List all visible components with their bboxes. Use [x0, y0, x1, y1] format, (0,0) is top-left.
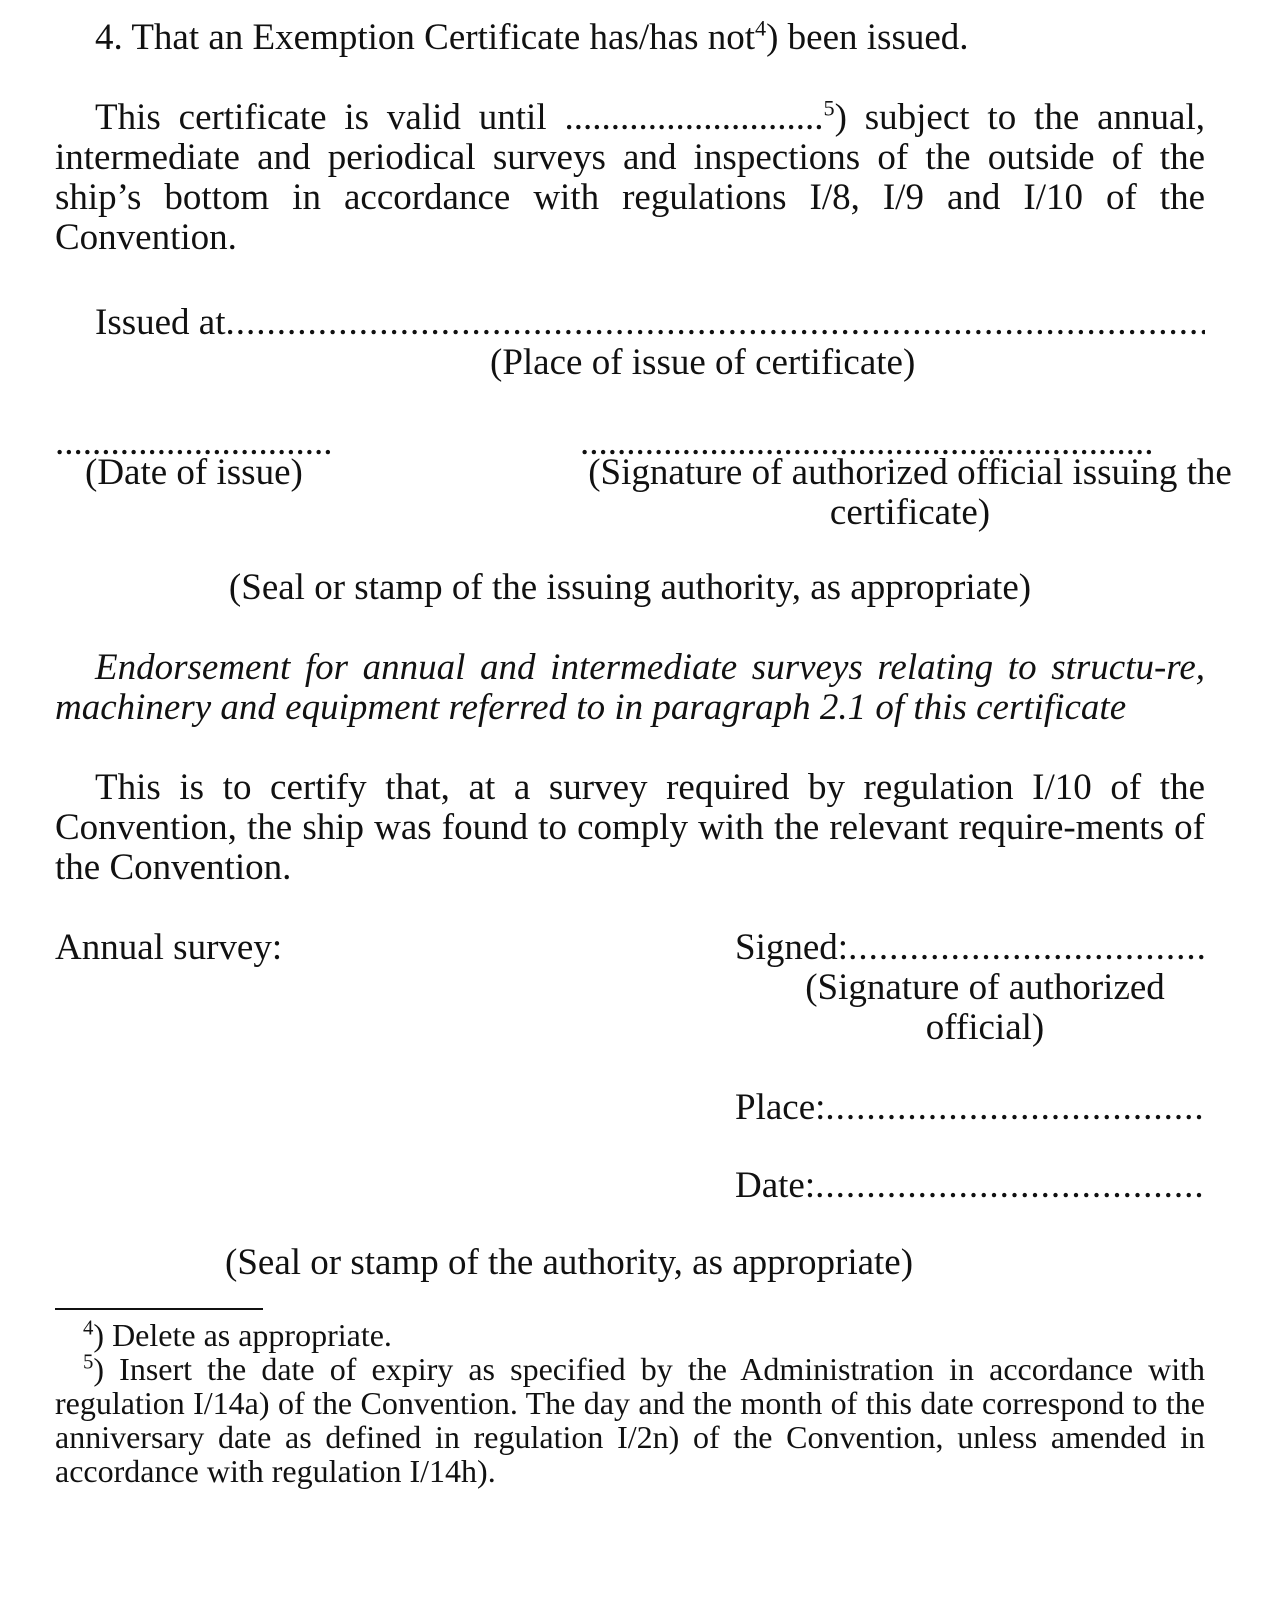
- issued-at-label: Issued at: [95, 302, 226, 343]
- footnote-rule: [55, 1308, 263, 1310]
- signature-dotted-line[interactable]: ..............................................................: [580, 422, 1154, 463]
- annual-survey-block: [55, 928, 1205, 1228]
- date-of-issue-caption: (Date of issue): [85, 452, 303, 493]
- place-of-issue-caption: (Place of issue of certificate): [490, 342, 916, 383]
- signed-field[interactable]: [735, 928, 1205, 968]
- endorsement-heading: Endorsement for annual and intermediate surveys relating to structu-re, machinery and equipment referred to in paragraph 2.1 of this certificate: [55, 647, 1205, 728]
- date-signature-row: [55, 422, 1232, 548]
- signed-caption: (Signature of authorized official): [805, 967, 1165, 1048]
- date-field[interactable]: [735, 1166, 1205, 1206]
- signature-caption: (Signature of authorized official issuing the certificate): [588, 452, 1232, 533]
- date-dotted-line[interactable]: [815, 1166, 1205, 1206]
- signed-label: Signed:: [735, 927, 849, 968]
- place-field[interactable]: [735, 1088, 1205, 1128]
- place-label: Place:: [735, 1087, 826, 1128]
- footnote-ref-5[interactable]: 5: [823, 95, 835, 121]
- certify-paragraph: This is to certify that, at a survey required by regulation I/10 of the Convention, the ship was found to comply with the relevant require-ments of the Convention.: [55, 767, 1205, 888]
- footnote-5: $^5$) Insert the date of expiry as specified by the Administration in accordance with regulation I/14a) of the Convention. The day and the month of this date correspond to the anniversary date as defined in regulation I/2n) of the Convention, unless amended in accordance with regulation I/14h).: [55, 1350, 1205, 1489]
- footnote-ref-4[interactable]: 4: [755, 15, 767, 41]
- signed-dotted-line[interactable]: [848, 928, 1205, 968]
- certificate-page: [55, 15, 1232, 1489]
- seal-authority: (Seal or stamp of the authority, as appropriate): [225, 1242, 914, 1283]
- date-of-issue-dotted-line[interactable]: ..............................: [55, 422, 333, 463]
- item-4-exemption: 4. That an Exemption Certificate has/has not$^4$) been issued.: [95, 15, 969, 58]
- annual-survey-fields: [735, 928, 1205, 1206]
- issued-at-dotted-line[interactable]: [226, 303, 1206, 343]
- footnote-4: $^4$) Delete as appropriate.: [83, 1316, 392, 1353]
- issued-at-field[interactable]: [55, 303, 1205, 343]
- place-dotted-line[interactable]: [825, 1088, 1205, 1128]
- date-label: Date:: [735, 1165, 816, 1206]
- seal-issuing-authority: (Seal or stamp of the issuing authority, as appropriate): [228, 567, 1032, 608]
- annual-survey-label: Annual survey:: [55, 927, 283, 968]
- validity-paragraph: This certificate is valid until ............................$^5$) subject to the annual, intermediate and periodical surveys and inspections of the outside of the ship’s bottom in accordance with regulations I/8, I/9 and I/10 of the Convention.: [55, 95, 1205, 258]
- footnotes: [55, 1318, 1205, 1488]
